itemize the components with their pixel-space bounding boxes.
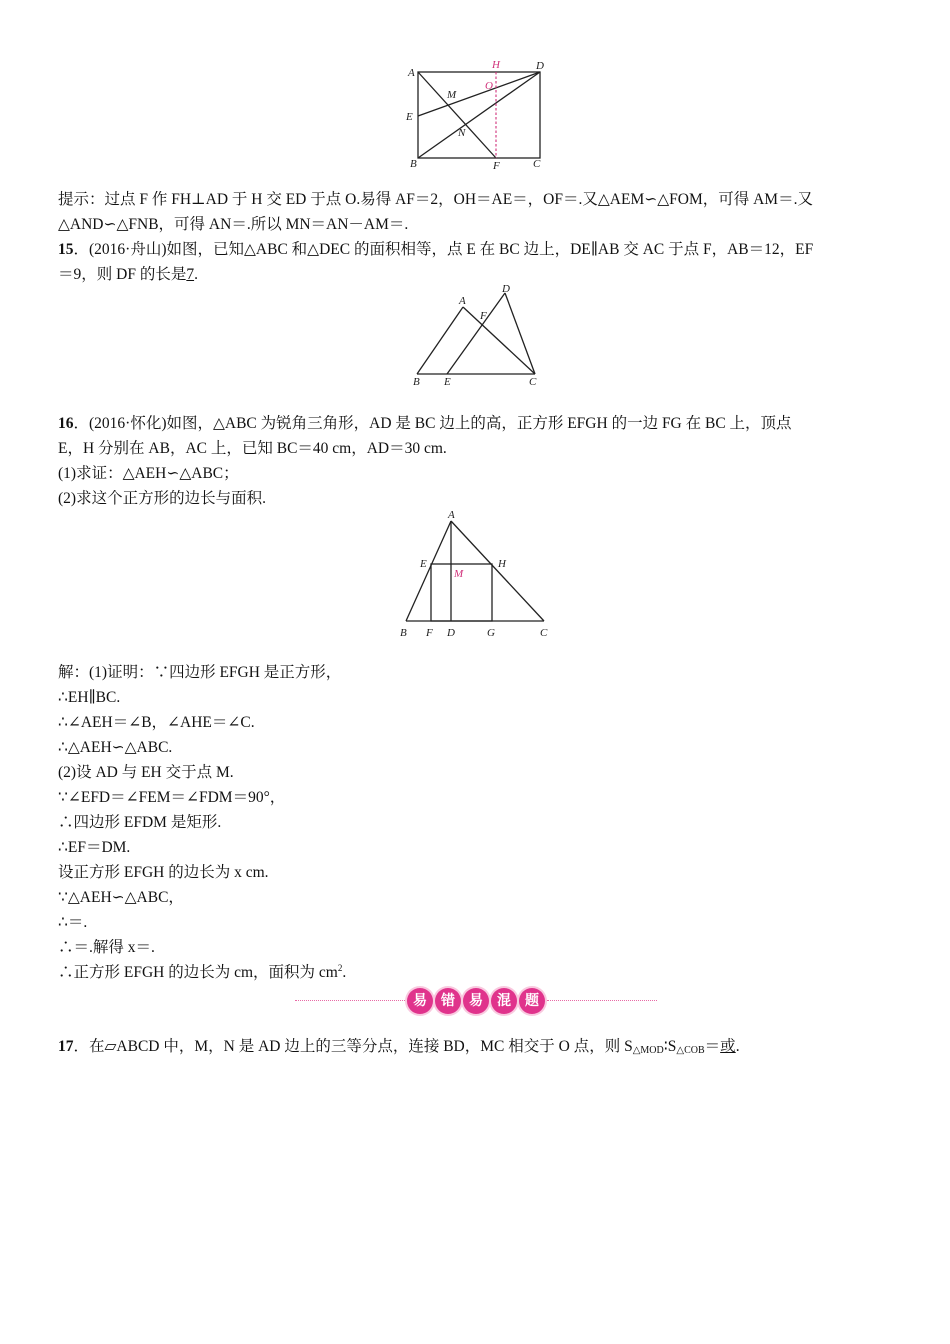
question-17-subscript-1: △MOD [632,1045,664,1056]
fig3-label-h: H [498,558,506,570]
fig1-label-a: A [408,67,415,79]
fig2-label-f: F [480,310,487,322]
fig2-label-c: C [529,376,537,388]
solution-final-period: . [342,964,347,981]
fig1-label-e: E [406,111,413,123]
question-17-equals: ＝ [704,1038,721,1055]
banner-char: 题 [519,988,545,1014]
fig3-label-c: C [540,627,548,639]
figure-square-in-triangle [394,505,564,645]
solution-line: ∴EF＝DM. [58,839,131,856]
solution-line: 解：(1)证明：∵四边形 EFGH 是正方形， [58,664,342,681]
question-15-answer: 7 [186,266,195,283]
question-16 [58,414,792,434]
question-17 [58,1037,740,1061]
question-15-text: ．(2016·舟山)如图，已知△ABC 和△DEC 的面积相等，点 E 在 BC 边上，DE∥AB 交 AC 于点 F，AB＝12，EF [73,241,814,258]
solution-line: (2)设 AD 与 EH 交于点 M. [58,764,234,781]
figure-triangles-abc-dec [405,282,555,392]
hint-line-2: △AND∽△FNB，可得 AN＝.所以 MN＝AN－AM＝. [58,216,409,233]
solution-line: ∴＝.解得 x＝. [58,939,155,956]
fig3-label-b: B [400,627,407,639]
question-17-answer: 或 [720,1038,736,1055]
section-banner-error-prone [295,986,657,1016]
question-17-text: ．在▱ABCD 中，M，N 是 AD 边上的三等分点，连接 BD，MC 相交于 O 点，则 S [73,1038,633,1055]
fig1-label-m: M [447,89,457,101]
fig3-label-m: M [454,568,464,580]
fig3-label-d: D [447,627,455,639]
solution-line: ∴∠AEH＝∠B，∠AHE＝∠C. [58,714,255,731]
fig3-label-f: F [426,627,433,639]
fig2-label-b: B [413,376,420,388]
solution-line-last [58,963,346,983]
banner-char: 混 [491,988,517,1014]
fig1-label-b: B [410,158,417,170]
banner-dotted-line-left [295,1000,405,1001]
fig3-label-g: G [487,627,495,639]
fig1-label-d: D [536,60,544,72]
banner-char: 易 [407,988,433,1014]
solution-line: ∵△AEH∽△ABC， [58,889,184,906]
unit-superscript: 2 [337,963,343,973]
solution-line: ∴△AEH∽△ABC. [58,739,173,756]
question-17-period: . [735,1038,740,1055]
question-17-number: 17 [58,1038,74,1055]
question-16-text: ．(2016·怀化)如图，△ABC 为锐角三角形，AD 是 BC 边上的高，正方形 EFGH 的一边 FG 在 BC 上，顶点 [73,415,792,432]
fig1-label-n: N [458,127,466,139]
solution-line: ∵∠EFD＝∠FEM＝∠FDM＝90°， [58,789,286,806]
solution-line: ∴＝. [58,914,88,931]
question-15-text-2: ＝9，则 DF 的长是 [58,266,187,283]
fig1-label-h: H [492,59,500,71]
question-15-number: 15 [58,241,74,258]
question-16-line-2: E，H 分别在 AB，AC 上，已知 BC＝40 cm，AD＝30 cm. [58,440,447,457]
question-16-number: 16 [58,415,74,432]
fig2-label-e: E [444,376,451,388]
solution-line: 设正方形 EFGH 的边长为 x cm. [58,864,269,881]
banner-dotted-line-right [547,1000,657,1001]
question-17-ratio: ∶S [663,1038,677,1055]
solution-line: ∴四边形 EFDM 是矩形. [58,814,222,831]
question-15 [58,240,813,260]
fig3-label-e: E [420,558,427,570]
fig2-label-a: A [459,295,466,307]
fig1-label-o: O [485,80,493,92]
figure-rectangle-abcd [400,56,560,176]
question-15-line-2 [58,265,198,285]
banner-char: 错 [435,988,461,1014]
hint-line-1: 提示：过点 F 作 FH⊥AD 于 H 交 ED 于点 O.易得 AF＝2，OH＝AE＝，OF＝.又△AEM∽△FOM，可得 AM＝.又 [58,191,813,208]
question-16-part-1: (1)求证：△AEH∽△ABC； [58,465,239,482]
fig2-label-d: D [502,283,510,295]
question-15-period: . [194,266,198,283]
fig3-label-a: A [448,509,455,521]
banner-char: 易 [463,988,489,1014]
question-16-part-2: (2)求这个正方形的边长与面积. [58,490,266,507]
solution-line: ∴EH∥BC. [58,689,121,706]
question-17-subscript-2: △COB [676,1045,705,1056]
fig1-label-c: C [533,158,541,170]
fig1-label-f: F [493,160,500,172]
solution-final-text: ∴正方形 EFGH 的边长为 cm，面积为 cm [58,964,338,981]
